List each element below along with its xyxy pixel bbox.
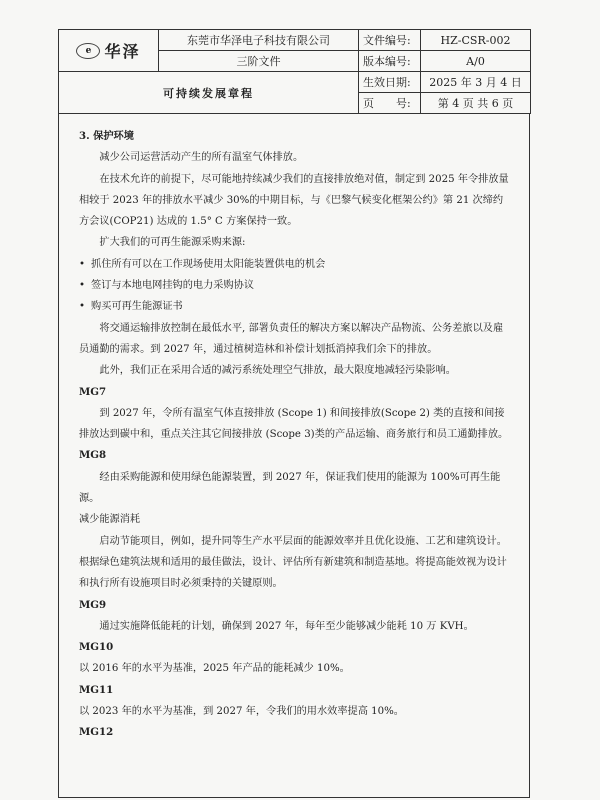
paragraph: 此外，我们正在采用合适的减污系统处理空气排放，最大限度地减轻污染影响。 [99, 365, 456, 377]
document-header [58, 29, 531, 114]
document-title: 可持续发展章程 [59, 72, 359, 114]
paragraph: 在技术允许的前提下，尽可能地持续减少我们的直接排放绝对值，制定到 2025 年令排放量相较于 2023 年的排放水平减少 30%的中期目标，与《巴黎气候变化框架公约》第 21 次缔约方会议(COP21) 达成的 1.5° C 方案保持一致。 [79, 173, 509, 228]
page-number-label: 页 号: [359, 93, 421, 114]
paragraph: 到 2027 年，令所有温室气体直接排放 (Scope 1) 和间接排放(Scope 2) 类的直接和间接排放达到碳中和，重点关注其它间接排放 (Scope 3)类的产品运输、商务旅行和员工通勤排放。 [79, 407, 509, 441]
company-logo [59, 30, 159, 72]
version-label: 版本编号: [359, 51, 421, 72]
logo-text: 华泽 [104, 42, 141, 61]
effective-date-value: 2025 年 3 月 4 日 [421, 72, 531, 93]
paragraph: 以 2016 年的水平为基准，2025 年产品的能耗减少 10%。 [79, 663, 350, 675]
document-page [58, 29, 530, 795]
paragraph: 启动节能项目，例如，提升同等生产水平层面的能源效率并且优化设施、工艺和建筑设计。根据绿色建筑法规和适用的最佳做法，设计、评估所有新建筑和制造基地。将提高能效视为设计和执行所有设施项目时必须秉持的关键原则。 [79, 535, 507, 590]
paragraph: 经由采购能源和使用绿色能源装置，到 2027 年，保证我们使用的能源为 100%可再生能源。 [79, 471, 501, 505]
paragraph: 扩大我们的可再生能源采购来源: [99, 237, 246, 249]
doc-number-label: 文件编号: [359, 30, 421, 51]
goal-label: MG8 [79, 449, 107, 462]
paragraph: 以 2023 年的水平为基准，到 2027 年，令我们的用水效率提高 10%。 [79, 706, 404, 718]
bullet-item: • 签订与本地电网挂钩的电力采购协议 [79, 275, 513, 296]
logo-icon: e [76, 43, 100, 59]
goal-label: MG10 [79, 641, 114, 654]
section-heading: 3. 保护环境 [79, 130, 134, 142]
document-body [58, 114, 530, 798]
goal-label: MG7 [79, 385, 107, 398]
goal-label: MG11 [79, 683, 114, 696]
goal-label: MG12 [79, 726, 114, 739]
bullet-item: • 购买可再生能源证书 [79, 296, 513, 317]
version-value: A/0 [421, 51, 531, 72]
doc-number-value: HZ-CSR-002 [421, 30, 531, 51]
page-number-value: 第 4 页 共 6 页 [421, 93, 531, 114]
paragraph: 将交通运输排放控制在最低水平, 部署负责任的解决方案以解决产品物流、公务差旅以及雇员通勤的需求。到 2027 年，通过植树造林和补偿计划抵消掉我们余下的排放。 [79, 322, 504, 355]
paragraph: 通过实施降低能耗的计划，确保到 2027 年，每年至少能够减少能耗 10 万 KVH。 [99, 620, 474, 632]
document-tier: 三阶文件 [159, 51, 359, 72]
bullet-item: • 抓住所有可以在工作现场使用太阳能装置供电的机会 [79, 254, 513, 275]
paragraph: 减少公司运营活动产生的所有温室气体排放。 [99, 152, 304, 164]
subheading: 减少能源消耗 [79, 514, 141, 526]
effective-date-label: 生效日期: [359, 72, 421, 93]
goal-label: MG9 [79, 598, 107, 611]
company-name: 东莞市华泽电子科技有限公司 [159, 30, 359, 51]
